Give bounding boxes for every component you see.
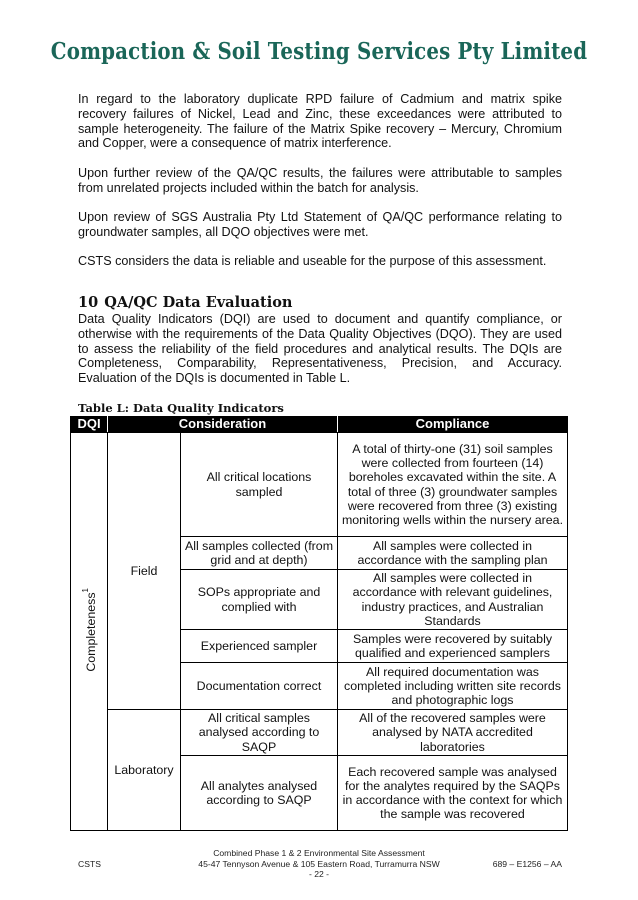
consideration-cell: SOPs appropriate and complied with — [181, 570, 338, 630]
paragraph-csts-conclusion: CSTS considers the data is reliable and useable for the purpose of this assessment. — [78, 254, 547, 268]
footer-left: CSTS — [78, 859, 101, 869]
dqi-completeness-cell — [71, 433, 108, 831]
header-dqi: DQI — [71, 417, 108, 433]
section-heading — [78, 294, 292, 311]
footer-address: 45-47 Tennyson Avenue & 105 Eastern Road, Turramurra NSW — [198, 858, 440, 869]
compliance-cell: All samples were collected in accordance with the sampling plan — [338, 537, 568, 570]
company-header: Compaction & Soil Testing Services Pty Limited — [50, 38, 588, 65]
compliance-cell: Samples were recovered by suitably qualified and experienced samplers — [338, 630, 568, 663]
footer-reference: 689 – E1256 – AA — [492, 859, 562, 869]
table-row — [71, 433, 568, 537]
table-row — [71, 710, 568, 756]
compliance-cell: All samples were collected in accordance with relevant guidelines, industry practices, and Australian Standards — [338, 570, 568, 630]
header-consideration: Consideration — [108, 417, 338, 433]
paragraph-qaqc-review: Upon further review of the QA/QC results, the failures were attributable to samples from unrelated projects included within the batch for analysis. — [78, 166, 562, 195]
section-title: QA/QC Data Evaluation — [104, 294, 293, 311]
header-compliance: Compliance — [338, 417, 568, 433]
section-body: Data Quality Indicators (DQI) are used to document and quantify compliance, or otherwise with the requirements of the Data Quality Objectives (DQO). They are used to assess the reliability of the field procedures and analytical results. The DQIs are Completeness, Comparability, Representativeness, Precision, and Accuracy. Evaluation of the DQIs is documented in Table L. — [78, 312, 562, 386]
page-number: - 22 - — [308, 869, 330, 879]
table-caption: Table L: Data Quality Indicators — [78, 401, 284, 415]
compliance-cell: All required documentation was completed including written site records and photographic logs — [338, 663, 568, 710]
paragraph-rpd-failure: In regard to the laboratory duplicate RPD failure of Cadmium and matrix spike recovery failures of Nickel, Lead and Zinc, these exceedances were attributed to sample heterogeneity. The failure of the Matrix Spike recovery – Mercury, Chromium and Copper, were a consequence of matrix interference. — [78, 92, 562, 151]
dqi-label — [79, 588, 98, 672]
group-field: Field — [108, 433, 181, 710]
table-header-row — [71, 417, 568, 433]
dqi-footnote-mark: 1 — [81, 588, 91, 593]
dqi-table — [70, 416, 568, 831]
consideration-cell: Documentation correct — [181, 663, 338, 710]
consideration-cell: All analytes analysed according to SAQP — [181, 756, 338, 831]
compliance-cell: All of the recovered samples were analysed by NATA accredited laboratories — [338, 710, 568, 756]
consideration-cell: All critical locations sampled — [181, 433, 338, 537]
consideration-cell: All samples collected (from grid and at depth) — [181, 537, 338, 570]
group-laboratory: Laboratory — [108, 710, 181, 831]
footer-report-title: Combined Phase 1 & 2 Environmental Site Assessment — [213, 848, 425, 858]
section-number: 10 — [78, 294, 99, 311]
dqi-label-text: Completeness — [84, 592, 99, 672]
consideration-cell: All critical samples analysed according to SAQP — [181, 710, 338, 756]
compliance-cell: A total of thirty-one (31) soil samples were collected from fourteen (14) boreholes excavated within the site. A total of three (3) groundwater samples were recovered from three (3) existing monitoring wells within the nursery area. — [338, 433, 568, 537]
compliance-cell: Each recovered sample was analysed for the analytes required by the SAQPs in accordance with the context for which the sample was recovered — [338, 756, 568, 831]
consideration-cell: Experienced sampler — [181, 630, 338, 663]
paragraph-sgs-review: Upon review of SGS Australia Pty Ltd Statement of QA/QC performance relating to groundwater samples, all DQO objectives were met. — [78, 210, 562, 239]
